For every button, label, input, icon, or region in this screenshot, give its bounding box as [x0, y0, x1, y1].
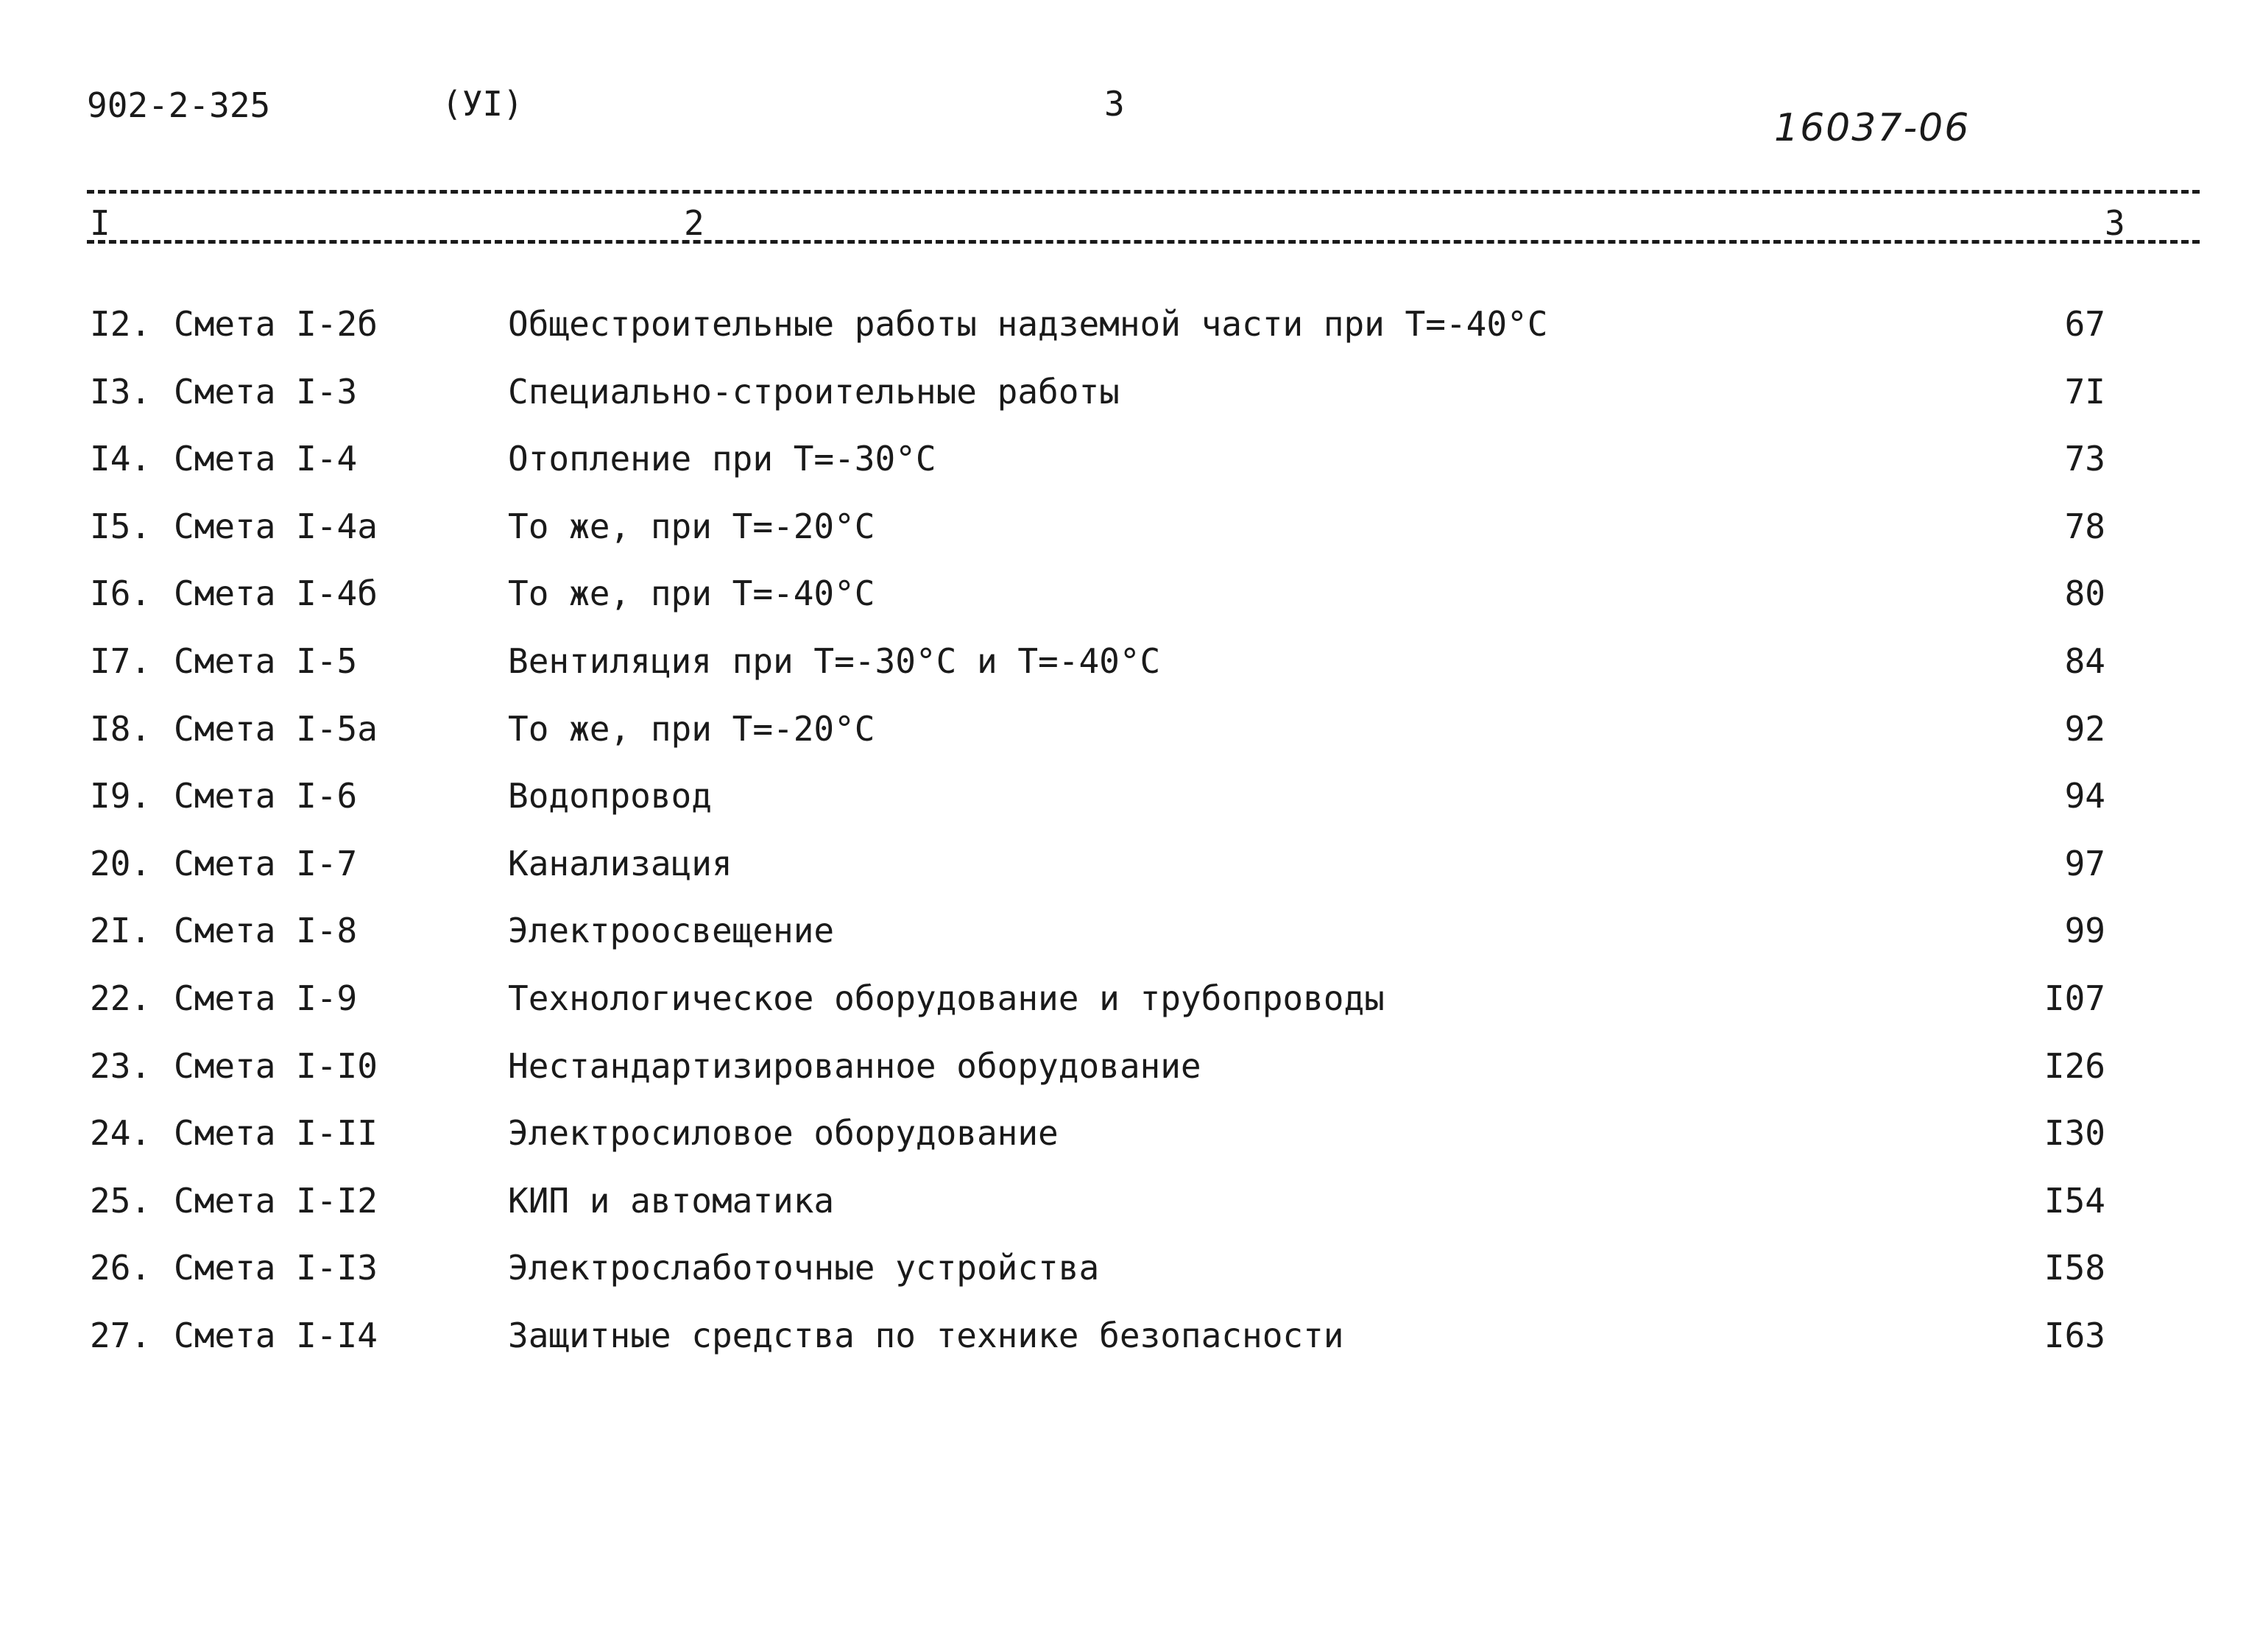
item-title: Смета I-2б — [174, 304, 378, 344]
item-page: 73 — [2064, 439, 2105, 479]
document-code: 902-2-325 — [87, 85, 271, 125]
item-description: То же, при Т=-20°С — [508, 506, 875, 546]
estimate-list — [0, 302, 2260, 1381]
item-page: I26 — [2044, 1045, 2105, 1086]
item-page: I30 — [2044, 1113, 2105, 1154]
page-number: 3 — [1104, 84, 1125, 124]
column-number-1: I — [87, 206, 113, 240]
item-index: 23. — [90, 1045, 152, 1086]
item-description: То же, при Т=-40°С — [508, 573, 875, 614]
item-index: I4. — [90, 439, 152, 479]
item-page: 78 — [2064, 506, 2105, 546]
item-page: 92 — [2064, 708, 2105, 749]
item-title: Смета I-I4 — [174, 1315, 378, 1355]
item-page: I58 — [2044, 1248, 2105, 1288]
item-page: I63 — [2044, 1315, 2105, 1355]
item-index: I8. — [90, 708, 152, 749]
item-index: 2I. — [90, 911, 152, 951]
item-description: Защитные средства по технике безопасности — [508, 1315, 1344, 1355]
item-page: I54 — [2044, 1180, 2105, 1221]
item-title: Смета I-4б — [174, 573, 378, 614]
item-title: Смета I-II — [174, 1113, 378, 1154]
list-item — [0, 437, 2260, 504]
list-item — [0, 1044, 2260, 1112]
item-page: I07 — [2044, 978, 2105, 1018]
item-title: Смета I-I0 — [174, 1045, 378, 1086]
header-rule-top — [87, 190, 2200, 194]
list-item — [0, 302, 2260, 370]
item-title: Смета I-8 — [174, 911, 358, 951]
item-description: Вентиляция при Т=-30°С и Т=-40°С — [508, 640, 1161, 681]
list-item — [0, 707, 2260, 774]
item-description: Электрослаботочные устройства — [508, 1248, 1100, 1288]
item-page: 84 — [2064, 640, 2105, 681]
list-item — [0, 976, 2260, 1044]
item-description: Нестандартизированное оборудование — [508, 1045, 1201, 1086]
section-label: (УI) — [442, 84, 523, 124]
item-index: I5. — [90, 506, 152, 546]
item-index: 26. — [90, 1248, 152, 1288]
list-item — [0, 841, 2260, 909]
list-item — [0, 774, 2260, 841]
item-index: I3. — [90, 371, 152, 412]
item-title: Смета I-7 — [174, 843, 358, 883]
item-title: Смета I-4а — [174, 506, 378, 546]
item-description: То же, при Т=-20°С — [508, 708, 875, 749]
header-rule-bottom — [87, 240, 2200, 244]
item-index: I2. — [90, 304, 152, 344]
item-title: Смета I-I3 — [174, 1248, 378, 1288]
list-item — [0, 504, 2260, 572]
list-item — [0, 1111, 2260, 1179]
item-description: Водопровод — [508, 776, 712, 816]
item-description: КИП и автоматика — [508, 1180, 835, 1221]
item-page: 67 — [2064, 304, 2105, 344]
item-page: 97 — [2064, 843, 2105, 883]
item-title: Смета I-3 — [174, 371, 358, 412]
item-title: Смета I-5 — [174, 640, 358, 681]
document-number: 16037-06 — [1774, 106, 1971, 150]
item-description: Специально-строительные работы — [508, 371, 1120, 412]
list-item — [0, 908, 2260, 976]
list-item — [0, 571, 2260, 639]
item-page: 80 — [2064, 573, 2105, 614]
item-index: 22. — [90, 978, 152, 1018]
item-page: 99 — [2064, 911, 2105, 951]
item-description: Технологическое оборудование и трубопроводы — [508, 978, 1385, 1018]
item-index: I9. — [90, 776, 152, 816]
item-index: I7. — [90, 640, 152, 681]
item-description: Электроосвещение — [508, 911, 835, 951]
item-title: Смета I-9 — [174, 978, 358, 1018]
list-item — [0, 1246, 2260, 1313]
list-item — [0, 370, 2260, 437]
list-item — [0, 1179, 2260, 1246]
list-item — [0, 639, 2260, 707]
item-index: 25. — [90, 1180, 152, 1221]
item-description: Канализация — [508, 843, 732, 883]
item-page: 7I — [2064, 371, 2105, 412]
item-page: 94 — [2064, 776, 2105, 816]
item-index: I6. — [90, 573, 152, 614]
column-number-2: 2 — [681, 206, 707, 240]
item-description: Отопление при Т=-30°С — [508, 439, 936, 479]
item-description: Общестроительные работы надземной части при Т=-40°С — [508, 304, 1548, 344]
item-title: Смета I-4 — [174, 439, 358, 479]
list-item — [0, 1313, 2260, 1381]
item-description: Электросиловое оборудование — [508, 1113, 1059, 1154]
item-title: Смета I-5а — [174, 708, 378, 749]
item-title: Смета I-I2 — [174, 1180, 378, 1221]
item-index: 27. — [90, 1315, 152, 1355]
item-index: 20. — [90, 843, 152, 883]
column-number-3: 3 — [2102, 206, 2128, 240]
item-title: Смета I-6 — [174, 776, 358, 816]
item-index: 24. — [90, 1113, 152, 1154]
